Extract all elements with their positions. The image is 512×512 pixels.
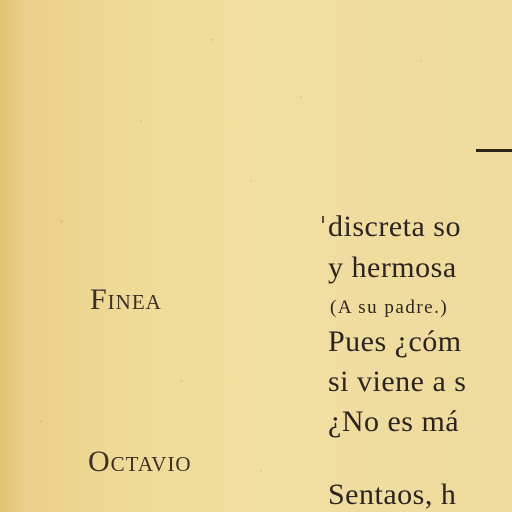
verse-marker <box>322 216 324 223</box>
verse-line: Sentaos, h <box>328 478 457 511</box>
speaker-name-finea: Finea <box>90 283 162 316</box>
paper-fleck <box>40 420 42 423</box>
paper-fleck <box>300 96 302 98</box>
verse-line: y hermosa <box>328 251 457 284</box>
paper-fleck <box>250 180 252 182</box>
paper-fleck <box>260 470 262 472</box>
verse-line: discreta so <box>328 210 461 243</box>
speaker-name-octavio: Octavio <box>88 445 192 478</box>
verse-line: Pues ¿cóm <box>328 325 462 358</box>
paper-fleck <box>210 38 213 41</box>
paper-fleck <box>60 220 63 223</box>
verse-line: ¿No es má <box>328 405 460 438</box>
verse-line: si viene a s <box>328 365 467 398</box>
paper-fleck <box>420 60 422 62</box>
paper-fleck <box>180 380 183 382</box>
stage-direction: (A su padre.) <box>330 297 449 318</box>
paper-fleck <box>140 120 142 122</box>
header-rule <box>476 149 512 152</box>
